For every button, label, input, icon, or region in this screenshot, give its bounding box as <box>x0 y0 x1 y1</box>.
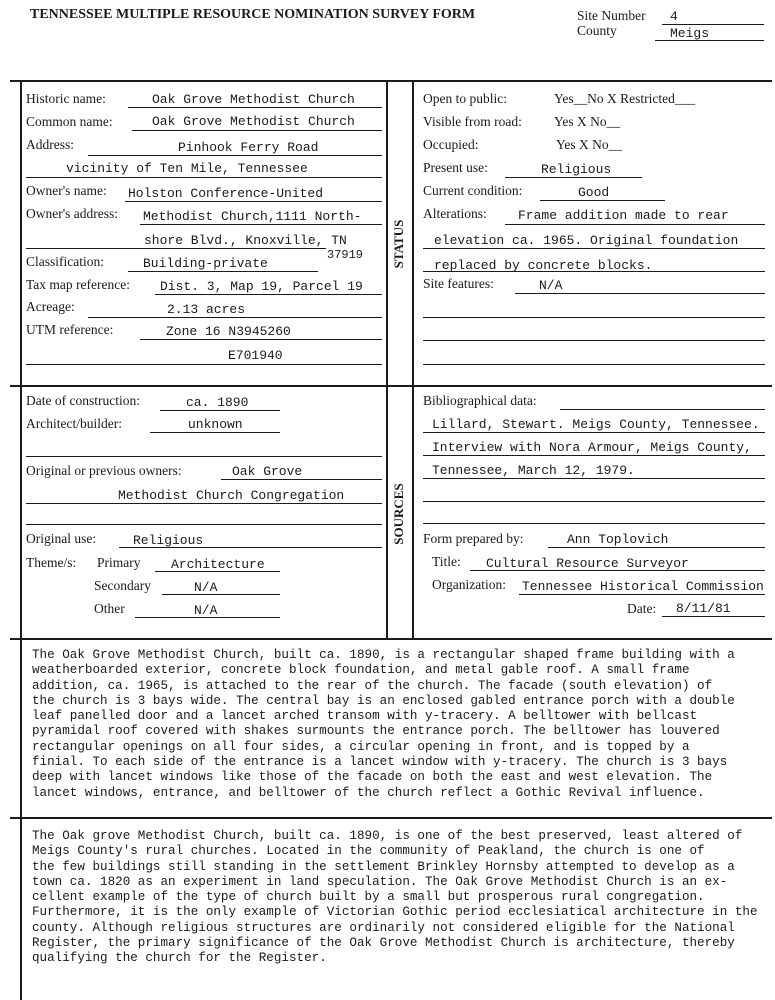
primary-theme-label: Primary <box>97 555 141 570</box>
theme-label: Theme/s: <box>26 555 77 570</box>
original-use-value: Religious <box>133 533 204 548</box>
significance-line: The Oak grove Methodist Church, built ca. 1890, is one of the best preserved, least altered of <box>32 829 743 843</box>
county-label: County <box>577 23 617 38</box>
architect-underline <box>150 432 280 433</box>
architect-value: unknown <box>188 417 243 432</box>
description-line: deep with lancet windows like those of the facade on both the east and west elevation. The <box>32 770 713 785</box>
site-number-value: 4 <box>670 9 678 24</box>
section-divider-3 <box>10 817 772 819</box>
preparer-title-label: Title: <box>432 554 461 569</box>
prepared-date-label: Date: <box>627 601 657 616</box>
condition-label: Current condition: <box>423 183 523 198</box>
owner-zip: 37919 <box>327 248 364 262</box>
organization-value: Tennessee Historical Commission <box>522 579 764 594</box>
description-line: weatherboarded exterior, concrete block foundation, and metal gable roof. A small frame <box>32 663 690 678</box>
common-name-underline <box>132 130 382 131</box>
description-line: leaf panelled door and a lancet arched transom with y-tracery. A belltower with bellcast <box>32 709 698 724</box>
tax-map-underline <box>155 294 382 295</box>
utm-label: UTM reference: <box>26 322 114 337</box>
site-features-label: Site features: <box>423 276 494 291</box>
status-column-right <box>412 80 414 638</box>
address-underline-1 <box>88 155 382 156</box>
previous-owners-underline-1 <box>221 479 382 480</box>
present-use-value: Religious <box>541 162 612 177</box>
section-divider-2 <box>10 638 772 640</box>
owner-address-line-1: Methodist Church,1111 North- <box>143 209 362 224</box>
site-number-underline <box>662 24 764 25</box>
significance-line: Register, the primary significance of the Oak Grove Methodist Church is architecture, thereby <box>32 936 735 951</box>
description-line: the church is 3 bays wide. The central bay is an enclosed gabled entrance porch with a double <box>32 693 735 708</box>
significance-line: cellent example of the type of church built by a small but prosperous rural congregation. <box>32 890 705 905</box>
acreage-label: Acreage: <box>26 299 75 314</box>
prepared-by-underline <box>548 547 765 548</box>
significance-line: town ca. 1820 as an experiment in land speculation. The Oak Grove Methodist Church is an ex- <box>32 874 728 889</box>
prepared-by-value: Ann Toplovich <box>567 532 669 547</box>
left-mid-blank-line-1 <box>26 456 382 457</box>
address-underline-2 <box>26 177 382 178</box>
status-blank-line-2 <box>423 340 765 341</box>
visible-from-road-value: Yes X No__ <box>554 114 621 129</box>
description-line: lancet windows, entrance, and belltower of the church reflect a Gothic Revival influence. <box>32 785 705 800</box>
status-column-left <box>386 80 388 638</box>
left-margin-line <box>20 80 22 1000</box>
significance-line: Furthermore, it is the only example of Victorian Gothic period ecclesiatical architecture in the <box>32 905 758 920</box>
owner-address-underline-1 <box>140 224 382 225</box>
acreage-underline <box>88 317 382 318</box>
acreage-value: 2.13 acres <box>167 302 246 317</box>
preparer-title-value: Cultural Resource Surveyor <box>486 556 689 571</box>
site-features-value: N/A <box>539 278 563 293</box>
sources-blank-line-2 <box>423 523 765 524</box>
section-divider-1 <box>10 385 772 387</box>
other-theme-label: Other <box>94 601 125 616</box>
previous-owners-line-2: Methodist Church Congregation <box>118 488 345 503</box>
visible-from-road-label: Visible from road: <box>423 114 522 129</box>
organization-label: Organization: <box>432 577 506 592</box>
alterations-underline-3 <box>423 271 765 272</box>
alterations-label: Alterations: <box>423 206 487 221</box>
bibliographical-line-1: Lillard, Stewart. Meigs County, Tennessee. <box>432 417 760 432</box>
owner-address-underline-2 <box>26 248 326 249</box>
open-to-public-label: Open to public: <box>423 91 507 106</box>
description-paragraph <box>32 648 767 801</box>
site-features-underline <box>515 293 765 294</box>
other-theme-underline <box>135 617 280 618</box>
utm-underline-2 <box>26 364 382 365</box>
prepared-date-underline <box>662 616 765 617</box>
occupied-label: Occupied: <box>423 137 479 152</box>
date-of-construction-value: ca. 1890 <box>186 395 249 410</box>
address-line-2: vicinity of Ten Mile, Tennessee <box>66 161 308 176</box>
address-label: Address: <box>26 137 74 152</box>
status-blank-line-3 <box>423 364 765 365</box>
bibliographical-underline-0 <box>560 409 765 410</box>
prepared-date-value: 8/11/81 <box>676 601 731 616</box>
present-use-label: Present use: <box>423 160 488 175</box>
alterations-underline-2 <box>423 248 765 249</box>
tax-map-value: Dist. 3, Map 19, Parcel 19 <box>160 279 363 294</box>
organization-underline <box>519 594 765 595</box>
other-theme-value: N/A <box>194 603 218 618</box>
owner-address-label: Owner's address: <box>26 206 119 221</box>
status-blank-line-1 <box>423 317 765 318</box>
alterations-line-1: Frame addition made to rear <box>518 208 729 223</box>
occupied-value: Yes X No__ <box>556 137 623 152</box>
utm-underline-1 <box>140 339 382 340</box>
description-line: pyramidal roof covered with shakes surmounts the entrance porch. The belltower has louvered <box>32 724 720 739</box>
sources-section-label: SOURCES <box>391 483 406 545</box>
significance-line: qualifying the church for the Register. <box>32 951 327 966</box>
top-border <box>10 80 772 82</box>
owner-name-value: Holston Conference-United <box>128 186 324 201</box>
historic-name-value: Oak Grove Methodist Church <box>152 92 355 107</box>
significance-line: Meigs County's rural churches. Located in the community of Peakland, the church is one of <box>32 844 705 859</box>
historic-name-underline <box>128 107 382 108</box>
description-line: rectangular openings on all four sides, a circular opening in front, and is topped by a <box>32 739 690 754</box>
bibliographical-line-2: Interview with Nora Armour, Meigs County, <box>432 440 752 455</box>
historic-name-label: Historic name: <box>26 91 106 106</box>
bibliographical-underline-2 <box>423 455 765 456</box>
preparer-title-underline <box>470 570 765 571</box>
description-line: The Oak Grove Methodist Church, built ca. 1890, is a rectangular shaped frame building with a <box>32 648 735 662</box>
architect-label: Architect/builder: <box>26 416 122 431</box>
primary-theme-value: Architecture <box>171 557 265 572</box>
utm-value-2: E701940 <box>228 348 283 363</box>
owner-name-label: Owner's name: <box>26 183 107 198</box>
date-of-construction-underline <box>160 410 280 411</box>
secondary-theme-label: Secondary <box>94 578 151 593</box>
alterations-underline-1 <box>505 224 765 225</box>
owner-address-line-2: shore Blvd., Knoxville, TN <box>144 233 347 248</box>
left-mid-blank-line-2 <box>26 524 382 525</box>
condition-underline <box>540 200 665 201</box>
significance-line: county. Although religious structures are ordinarily not considered eligible for the National <box>32 920 735 935</box>
alterations-line-2: elevation ca. 1965. Original foundation <box>434 233 739 248</box>
significance-paragraph <box>32 829 767 967</box>
county-underline <box>655 40 764 41</box>
classification-label: Classification: <box>26 254 104 269</box>
bibliographical-label: Bibliographical data: <box>423 393 537 408</box>
prepared-by-label: Form prepared by: <box>423 531 524 546</box>
present-use-underline <box>505 177 642 178</box>
site-number-label: Site Number <box>577 8 646 23</box>
county-value: Meigs <box>670 26 710 41</box>
classification-underline <box>128 271 318 272</box>
previous-owners-line-1: Oak Grove <box>232 464 303 479</box>
status-section-label: STATUS <box>391 219 406 269</box>
previous-owners-label: Original or previous owners: <box>26 463 182 478</box>
bibliographical-underline-3 <box>423 478 765 479</box>
open-to-public-value: Yes__No X Restricted___ <box>554 91 696 106</box>
sources-blank-line-1 <box>423 501 765 502</box>
significance-line: the few buildings still standing in the settlement Brinkley Hornsby attempted to develop as a <box>32 859 735 874</box>
bibliographical-underline-1 <box>423 432 765 433</box>
description-line: addition, ca. 1965, is attached to the rear of the church. The facade (south elevation) of <box>32 678 713 693</box>
utm-value-1: Zone 16 N3945260 <box>166 324 291 339</box>
bibliographical-line-3: Tennessee, March 12, 1979. <box>432 463 635 478</box>
common-name-label: Common name: <box>26 114 113 129</box>
secondary-theme-value: N/A <box>194 580 218 595</box>
address-line-1: Pinhook Ferry Road <box>178 140 319 155</box>
classification-value: Building-private <box>143 256 268 271</box>
date-of-construction-label: Date of construction: <box>26 393 140 408</box>
description-line: finial. To each side of the entrance is a lancet window with y-tracery. The church is 3 bays <box>32 755 728 770</box>
form-title: TENNESSEE MULTIPLE RESOURCE NOMINATION SURVEY FORM <box>30 7 476 22</box>
original-use-label: Original use: <box>26 531 97 546</box>
tax-map-label: Tax map reference: <box>26 277 130 292</box>
owner-name-underline <box>125 201 382 202</box>
condition-value: Good <box>578 185 610 200</box>
previous-owners-underline-2 <box>26 503 382 504</box>
primary-theme-underline <box>155 571 280 572</box>
common-name-value: Oak Grove Methodist Church <box>152 114 355 129</box>
original-use-underline <box>119 547 382 548</box>
alterations-line-3: replaced by concrete blocks. <box>434 258 653 273</box>
secondary-theme-underline <box>162 594 280 595</box>
